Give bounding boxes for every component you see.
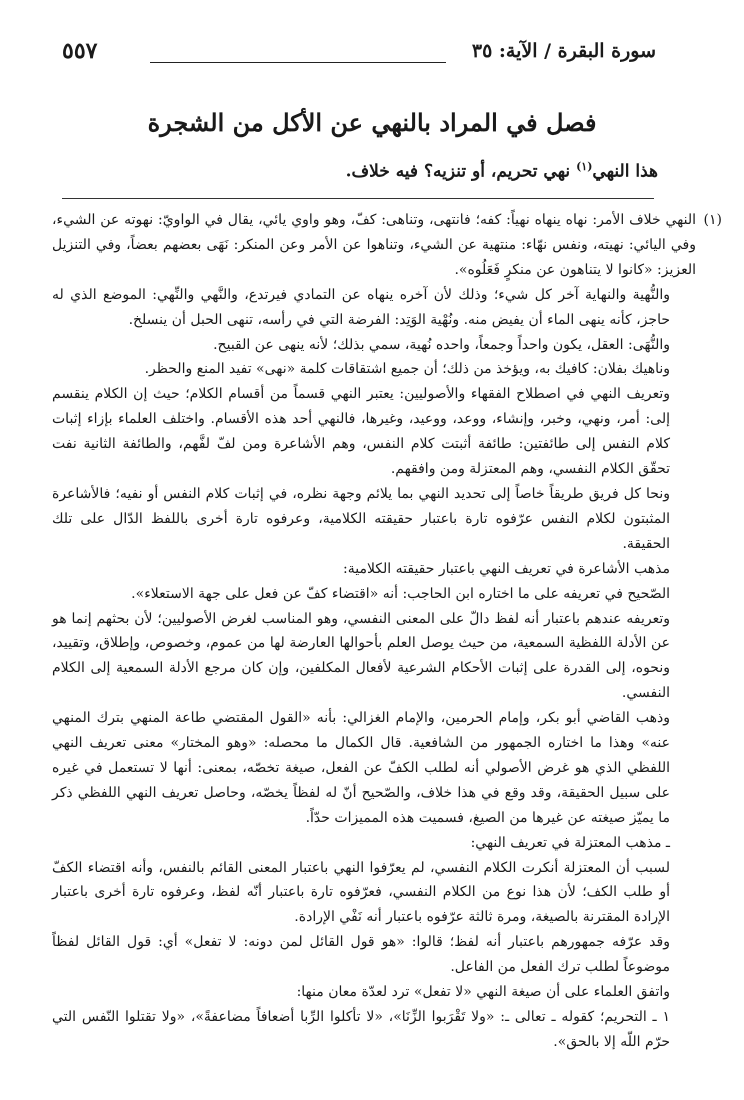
footnote-paragraph: والنُّهَى: العقل، يكون واحداً وجمعاً، واحده نُهية، سمي بذلك؛ لأنه ينهى عن القبيح.	[213, 336, 670, 353]
footnote-paragraph: واتفق العلماء على أن صيغة النهي «لا تفعل» ترد لعدّة معان منها:	[296, 984, 670, 1001]
footnote-marker[interactable]: (١)	[576, 160, 593, 173]
footnote-paragraph: لسبب أن المعتزلة أنكرت الكلام النفسي، لم يعرّفوا النهي باعتبار المعنى القائم بالنفس، وأنه اقتضاء الكفّ أو طلب الكف؛ لأن هذا نوع من الكلام النفسي، فعرّفوه تارة باعتبار أنّه لفظ، وعرفوه تارة أخرى باعتبار الإرادة المقترنة بالصيغة، ومرة ثالثة عرّفوه باعتبار أنه نَفْي الإرادة.	[52, 859, 670, 926]
footnote-paragraph	[52, 208, 722, 283]
running-header	[62, 38, 656, 68]
footnote-block	[52, 208, 722, 1055]
footnote-subheading: مذهب الأشاعرة في تعريف النهي باعتبار حقيقته الكلامية:	[343, 560, 670, 577]
footnote-paragraph: وتعريف النهي في اصطلاح الفقهاء والأصوليين: يعتبر النهي قسماً من أقسام الكلام؛ حيث إن الكلام ينقسم إلى: أمر، ونهي، وخبر، وإنشاء، ووعد، ووعيد، وغيرها، فالنهي أحد هذه الأقسام. واختلف العلماء بإزاء إثبات كلام النفس إلى طائفتين: طائفة أثبتت كلام النفس، وهم الأشاعرة ومن لفّ لفَّهم، والطائفة الثانية نفت تحقّق الكلام النفسي، وهم المعتزلة ومن وافقهم.	[52, 386, 670, 478]
intro-line	[62, 160, 658, 182]
footnote-paragraph: الصّحيح في تعريفه على ما اختاره ابن الحاجب: أنه «اقتضاء كفّ عن فعل على جهة الاستعلاء».	[131, 585, 670, 602]
section-heading: فصل في المراد بالنهي عن الأكل من الشجرة	[147, 108, 597, 137]
footnote-paragraph: ١ ـ التحريم؛ كقوله ـ تعالى ـ: «ولا تَقْرَبوا الزِّنَا»، «لا تأكلوا الرِّبا أضعافاً مضاعفةً»، «ولا تقتلوا النّفس التي حرّم اللّه إلا بالحق».	[52, 1009, 670, 1050]
footnote-number: (١)	[703, 212, 722, 228]
footnote-divider	[62, 198, 654, 199]
footnote-paragraph: ونحا كل فريق طريقاً خاصاً إلى تحديد النهي بما يلائم وجهة نظره، في إثبات كلام النفس أو نفيه؛ فالأشاعرة المثبتون لكلام النفس عرّفوه تارة باعتبار حقيقته الكلامية، وعرفوه تارة أخرى باللفظ الدّال على تلك الحقيقة.	[52, 485, 670, 552]
footnote-paragraph: وقد عرّفه جمهورهم باعتبار أنه لفظ؛ قالوا: «هو قول القائل لمن دونه: لا تفعل» أي: قول القائل لفظاً موضوعاً لطلب ترك الفعل من الفاعل.	[52, 934, 670, 976]
intro-text-end: نهي تحريم، أو تنزيه؟ فيه خلاف.	[345, 161, 577, 182]
footnote-text: النهي خلاف الأمر: نهاه ينهاه نهياً: كفه؛ فانتهى، وتناهى: كفّ، وهو واوي يائي، يقال في الواويّ: نهوته عن الشيء، وفي اليائي: نهيته، ونفس نهّاء: منتهية عن الشيء، وتناهوا عن الأمر وعن المنكر: نَهَى بعضهم بعضاً، وفي التنزيل العزيز: «كانوا لا يتناهون عن منكرٍ فَعَلُوه».	[52, 212, 696, 278]
running-title: سورة البقرة / الآية: ٣٥	[471, 40, 656, 62]
header-rule	[150, 62, 446, 63]
footnote-paragraph: وتعريفه عندهم باعتبار أنه لفظ دالّ على المعنى النفسي، وهو المناسب لغرض الأصوليين؛ لأن بحثهم إنما هو عن الأدلة اللفظية السمعية، من حيث يوصل العلم بأحوالها العارضة لها من عموم، وخصوص، وإطلاق، وتقييد، ونحوه، إلى القدرة على إثبات الأحكام الشرعية لأفعال المكلفين، وإن كان مرجع الأدلة السمعية إلى الكلام النفسي.	[52, 610, 670, 702]
footnote-paragraph: والنُّهية والنهاية آخر كل شيء؛ وذلك لأن آخره ينهاه عن التمادي فيرتدع، والنَّهي والنِّهي: الموضع الذي له حاجز، كأنه ينهى الماء أن يفيض منه. ونُهْية الوَتِد: الفرضة التي في رأسه، تنهى الحبل أن ينسلخ.	[52, 286, 670, 328]
page-number: ٥٥٧	[62, 38, 98, 64]
footnote-paragraph: وناهيك بفلان: كافيك به، ويؤخذ من ذلك؛ أن جميع اشتقاقات كلمة «نهى» تفيد المنع والحظر.	[144, 361, 670, 378]
intro-text-start: هذا النهي	[592, 161, 658, 182]
footnote-subheading: ـ مذهب المعتزلة في تعريف النهي:	[470, 834, 670, 851]
footnote-paragraph: وذهب القاضي أبو بكر، وإمام الحرمين، والإمام الغزالي: بأنه «القول المقتضي طاعة المنهي بترك المنهي عنه» وهذا ما اختاره الجمهور من الشافعية. قال الكمال ما محصله: «وهو المختار» معنى تعريف النهي اللفظي الذي هو غرض الأصولي أنه لطلب الكفّ عن الفعل، صيغة تخصّه، بمعنى: أنها لا تستعمل في غيره على سبيل الحقيقة، وقد وقع في هذا خلاف، والصّحيح أنّ له لفظاً يخصّه، وحاصل تعريف النهي اللفظي ذكر ما يميّز صيغته عن غيرها من الصيغ، فسميت هذه المميزات حدّاً.	[52, 710, 670, 826]
